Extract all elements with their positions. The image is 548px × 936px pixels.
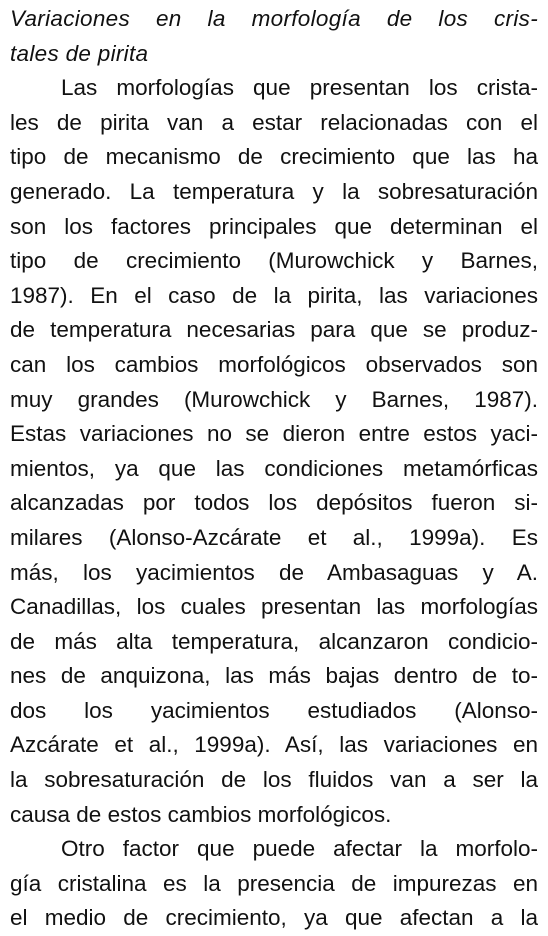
body-paragraph-1 bbox=[10, 71, 538, 832]
paragraph-line: Azcárate et al., 1999a). Así, las variaciones en bbox=[10, 732, 538, 758]
paragraph-line: de temperatura necesarias para que se produz- bbox=[10, 317, 538, 343]
paragraph-line: la sobresaturación de los fluidos van a ser la bbox=[10, 767, 538, 793]
paragraph-line: milares (Alonso-Azcárate et al., 1999a). Es bbox=[10, 524, 538, 550]
paragraph-line: les de pirita van a estar relacionadas con el bbox=[10, 109, 538, 135]
paragraph-line: alcanzadas por todos los depósitos fueron si- bbox=[10, 490, 538, 516]
paragraph-line: de más alta temperatura, alcanzaron condicio- bbox=[10, 628, 538, 654]
heading-line: Variaciones en la morfología de los cris- bbox=[10, 6, 538, 31]
paragraph-line: 1987). En el caso de la pirita, las variaciones bbox=[10, 282, 538, 308]
heading-line: tales de pirita bbox=[10, 40, 149, 66]
paragraph-line: can los cambios morfológicos observados son bbox=[10, 351, 538, 377]
paragraph-line: Otro factor que puede afectar la morfolo- bbox=[61, 836, 538, 862]
paragraph-line: gía cristalina es la presencia de impurezas en bbox=[10, 870, 538, 896]
body-paragraph-2 bbox=[10, 832, 538, 936]
paragraph-line: muy grandes (Murowchick y Barnes, 1987). bbox=[10, 386, 538, 412]
paragraph-line: son los factores principales que determinan el bbox=[10, 213, 538, 239]
paragraph-line: mientos, ya que las condiciones metamórficas bbox=[10, 455, 538, 481]
section-heading bbox=[10, 2, 538, 71]
paragraph-line: Las morfologías que presentan los crista- bbox=[61, 75, 538, 101]
paragraph-line: el medio de crecimiento, ya que afectan a la bbox=[10, 905, 538, 931]
paragraph-line: nes de anquizona, las más bajas dentro de to- bbox=[10, 663, 538, 689]
paragraph-line: tipo de crecimiento (Murowchick y Barnes, bbox=[10, 248, 538, 274]
paragraph-line: tipo de mecanismo de crecimiento que las ha bbox=[10, 144, 538, 170]
paragraph-line: más, los yacimientos de Ambasaguas y A. bbox=[10, 559, 538, 585]
paragraph-line: Canadillas, los cuales presentan las morfologías bbox=[10, 594, 538, 620]
paragraph-line: causa de estos cambios morfológicos. bbox=[10, 801, 392, 827]
paragraph-line: generado. La temperatura y la sobresaturación bbox=[10, 178, 538, 204]
paragraph-line: Estas variaciones no se dieron entre estos yaci- bbox=[10, 421, 538, 447]
document-page bbox=[10, 0, 538, 936]
paragraph-line: dos los yacimientos estudiados (Alonso- bbox=[10, 697, 538, 723]
